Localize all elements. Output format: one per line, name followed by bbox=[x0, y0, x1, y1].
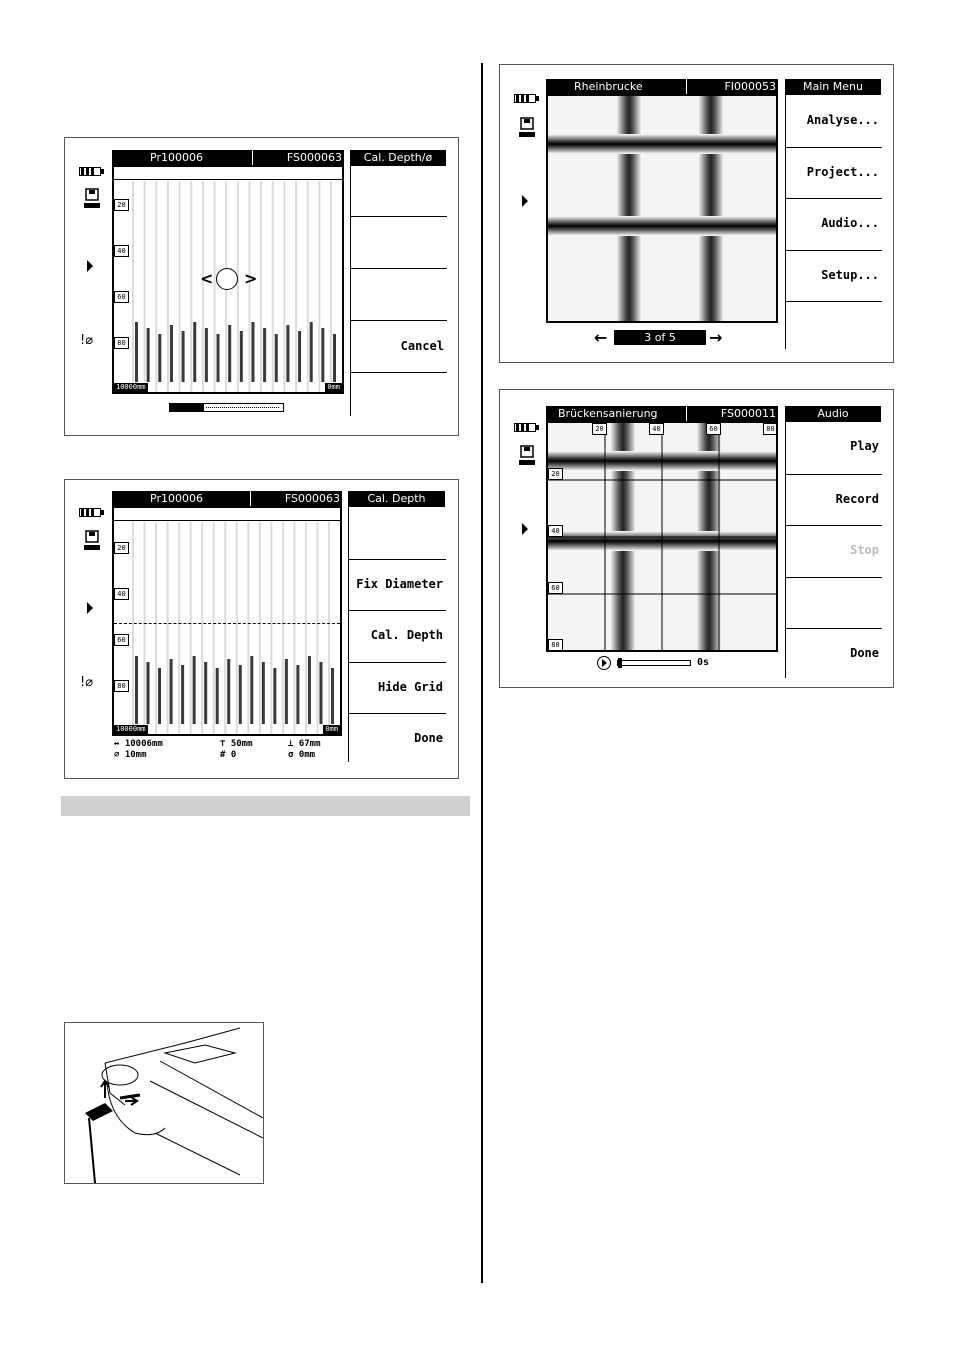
scan-trace bbox=[155, 181, 157, 392]
depth-label: 20 bbox=[114, 542, 129, 554]
scan-trace bbox=[213, 522, 215, 734]
rebar-signal bbox=[331, 668, 334, 724]
scan-trace bbox=[132, 522, 134, 734]
softkey-3[interactable] bbox=[351, 268, 447, 320]
screen-main-menu bbox=[499, 64, 894, 363]
play-arrow-icon[interactable] bbox=[87, 260, 93, 272]
scale-left: 10000mm bbox=[116, 383, 146, 391]
scan-plot[interactable] bbox=[112, 165, 344, 394]
rebar-signal bbox=[308, 656, 311, 724]
top-label: 20 bbox=[592, 423, 607, 435]
scan-trace bbox=[201, 522, 203, 734]
scan-trace bbox=[237, 181, 239, 392]
scan-image[interactable] bbox=[546, 421, 778, 652]
rebar-signal bbox=[147, 328, 150, 382]
rebar-signal bbox=[147, 662, 150, 724]
page-divider bbox=[481, 63, 483, 1283]
rebar-signal bbox=[158, 668, 161, 724]
rebar-signal bbox=[298, 331, 301, 382]
file-name: FS000063 bbox=[286, 151, 342, 164]
device-illustration bbox=[64, 1022, 264, 1184]
save-disk-icon bbox=[518, 117, 536, 139]
rebar-signal bbox=[227, 659, 230, 724]
play-arrow-icon[interactable] bbox=[522, 523, 528, 535]
pager bbox=[594, 329, 728, 347]
depth-label: 60 bbox=[548, 582, 563, 594]
rebar-signal bbox=[170, 659, 173, 724]
cancel-button[interactable]: Cancel bbox=[351, 320, 447, 372]
scan-trace bbox=[318, 181, 320, 392]
scan-trace bbox=[144, 181, 146, 392]
scan-trace bbox=[260, 181, 262, 392]
hide-grid-button[interactable]: Hide Grid bbox=[349, 662, 446, 713]
scan-trace bbox=[293, 522, 295, 734]
scan-trace bbox=[282, 522, 284, 734]
depth-label: 40 bbox=[114, 588, 129, 600]
battery-icon bbox=[79, 167, 105, 176]
rebar-signal bbox=[250, 656, 253, 724]
rebar-signal bbox=[275, 334, 278, 382]
top-label: 60 bbox=[706, 423, 721, 435]
setup-button[interactable]: Setup... bbox=[786, 250, 882, 301]
title-bar bbox=[112, 491, 342, 507]
stat-length: ↔ 10006mm bbox=[114, 739, 163, 749]
project-name: Rheinbrucke bbox=[574, 80, 643, 93]
scan-trace bbox=[167, 181, 169, 392]
rebar-signal bbox=[263, 328, 266, 382]
scan-trace bbox=[167, 522, 169, 734]
scan-trace bbox=[305, 522, 307, 734]
rebar-signal bbox=[181, 665, 184, 724]
page-indicator: 3 of 5 bbox=[614, 330, 706, 345]
softkey-1[interactable] bbox=[351, 166, 447, 216]
audio-button[interactable]: Audio... bbox=[786, 198, 882, 250]
fix-diameter-button[interactable]: Fix Diameter bbox=[349, 559, 446, 610]
stop-button[interactable]: Stop bbox=[786, 525, 882, 577]
stat-offset: σ 0mm bbox=[288, 750, 316, 760]
top-label: 40 bbox=[649, 423, 664, 435]
screen-cal-depth-dia bbox=[64, 137, 459, 436]
rebar-signal bbox=[217, 334, 220, 382]
rebar-signal bbox=[240, 331, 243, 382]
measure-icon[interactable]: !⌀ bbox=[80, 333, 94, 348]
battery-icon bbox=[514, 423, 540, 432]
rebar-signal bbox=[286, 325, 289, 382]
rebar-signal bbox=[296, 665, 299, 724]
rebar-signal bbox=[182, 331, 185, 382]
depth-label: 80 bbox=[114, 337, 129, 349]
scan-trace bbox=[224, 522, 226, 734]
done-button[interactable]: Done bbox=[786, 628, 882, 678]
cursor-right-icon[interactable]: > bbox=[244, 269, 258, 288]
softkey-5[interactable] bbox=[786, 301, 882, 349]
scan-trace bbox=[316, 522, 318, 734]
depth-label: 60 bbox=[114, 291, 129, 303]
scan-plot[interactable] bbox=[112, 506, 342, 736]
audio-play-icon[interactable] bbox=[597, 656, 611, 670]
softkey-1[interactable] bbox=[349, 507, 446, 559]
arrow-right-icon[interactable]: → bbox=[709, 328, 723, 347]
stat-cover: ⊥ 67mm bbox=[288, 739, 321, 749]
rebar-signal bbox=[216, 668, 219, 724]
softkey-4[interactable] bbox=[786, 577, 882, 628]
section-heading-bar bbox=[61, 796, 470, 816]
top-label: 80 bbox=[763, 423, 778, 435]
stat-depth: ⊤ 50mm bbox=[220, 739, 253, 749]
scan-trace bbox=[295, 181, 297, 392]
done-button[interactable]: Done bbox=[349, 713, 446, 762]
rebar-signal bbox=[333, 334, 336, 382]
rebar-signal bbox=[285, 659, 288, 724]
scan-trace bbox=[328, 522, 330, 734]
rebar-signal bbox=[239, 665, 242, 724]
project-name: Pr100006 bbox=[150, 492, 203, 505]
menu-title: Cal. Depth/ø bbox=[350, 150, 446, 166]
scan-trace bbox=[179, 181, 181, 392]
save-disk-icon bbox=[83, 188, 101, 210]
play-arrow-icon[interactable] bbox=[87, 602, 93, 614]
rebar-signal bbox=[135, 656, 138, 724]
scan-trace bbox=[259, 522, 261, 734]
menu-title: Main Menu bbox=[785, 79, 881, 95]
battery-icon bbox=[79, 508, 105, 517]
scan-trace bbox=[272, 181, 274, 392]
progress-fill bbox=[170, 404, 204, 411]
scan-image[interactable] bbox=[546, 94, 778, 323]
scan-trace bbox=[236, 522, 238, 734]
audio-time: 0s bbox=[697, 657, 710, 668]
play-arrow-icon[interactable] bbox=[522, 195, 528, 207]
menu-title: Audio bbox=[785, 406, 881, 422]
file-name: FS000063 bbox=[284, 492, 340, 505]
audio-player bbox=[597, 655, 727, 673]
rebar-signal bbox=[204, 662, 207, 724]
rebar-signal bbox=[321, 328, 324, 382]
scan-trace bbox=[283, 181, 285, 392]
rebar-signal bbox=[251, 322, 254, 382]
scan-trace bbox=[330, 181, 332, 392]
analyse-button[interactable]: Analyse... bbox=[806, 113, 879, 127]
stats-panel bbox=[112, 737, 342, 763]
rebar-signal bbox=[310, 322, 313, 382]
depth-label: 60 bbox=[114, 634, 129, 646]
depth-label: 40 bbox=[114, 245, 129, 257]
arrow-left-icon[interactable]: ← bbox=[594, 328, 608, 347]
depth-label: 20 bbox=[114, 199, 129, 211]
title-bar bbox=[546, 79, 778, 95]
scan-trace bbox=[155, 522, 157, 734]
project-button[interactable]: Project... bbox=[786, 147, 882, 198]
scan-trace bbox=[178, 522, 180, 734]
scan-trace bbox=[247, 522, 249, 734]
rebar-signal bbox=[273, 668, 276, 724]
softkey-5[interactable] bbox=[351, 372, 447, 416]
rebar-signal bbox=[170, 325, 173, 382]
stat-count: # 0 bbox=[220, 750, 237, 760]
title-bar bbox=[546, 406, 778, 422]
depth-label: 40 bbox=[548, 525, 563, 537]
scale-left: 10000mm bbox=[116, 725, 146, 733]
rebar-signal bbox=[205, 328, 208, 382]
depth-label: 80 bbox=[548, 639, 563, 651]
file-name: FS000011 bbox=[720, 407, 776, 420]
softkey-menu bbox=[350, 166, 447, 416]
scan-trace bbox=[190, 522, 192, 734]
measure-icon[interactable]: !⌀ bbox=[80, 675, 94, 690]
progress-bar bbox=[169, 403, 284, 412]
rebar-signal bbox=[135, 322, 138, 382]
depth-label: 80 bbox=[114, 680, 129, 692]
project-name: Brückensanierung bbox=[558, 407, 658, 420]
scan-trace bbox=[307, 181, 309, 392]
scale-right: 0mm bbox=[327, 383, 340, 391]
scan-trace bbox=[270, 522, 272, 734]
softkey-menu bbox=[785, 422, 882, 678]
record-button[interactable]: Record bbox=[786, 474, 882, 525]
cursor-left-icon[interactable]: < bbox=[200, 269, 214, 288]
target-circle-icon[interactable] bbox=[216, 268, 238, 290]
project-name: Pr100006 bbox=[150, 151, 203, 164]
title-bar bbox=[112, 150, 344, 166]
screen-audio-menu bbox=[499, 389, 894, 688]
scan-trace bbox=[214, 181, 216, 392]
rebar-signal bbox=[228, 325, 231, 382]
stat-diameter: ⌀ 10mm bbox=[114, 750, 147, 760]
play-button[interactable]: Play bbox=[850, 439, 879, 453]
softkey-2[interactable] bbox=[351, 216, 447, 268]
rebar-signal bbox=[158, 334, 161, 382]
screen-cal-depth bbox=[64, 479, 459, 779]
depth-label: 20 bbox=[548, 468, 563, 480]
save-disk-icon bbox=[83, 530, 101, 552]
rebar-signal bbox=[193, 322, 196, 382]
scan-trace bbox=[144, 522, 146, 734]
audio-progress-track[interactable] bbox=[617, 660, 691, 666]
cal-depth-button[interactable]: Cal. Depth bbox=[349, 610, 446, 662]
menu-title: Cal. Depth bbox=[348, 491, 445, 507]
softkey-menu bbox=[785, 95, 882, 349]
softkey-menu bbox=[348, 507, 446, 762]
rebar-signal bbox=[262, 662, 265, 724]
battery-icon bbox=[514, 94, 540, 103]
save-disk-icon bbox=[518, 445, 536, 467]
scan-trace bbox=[132, 181, 134, 392]
scale-right: 0mm bbox=[325, 725, 338, 733]
audio-progress-knob[interactable] bbox=[618, 658, 622, 668]
rebar-signal bbox=[193, 656, 196, 724]
file-name: FI000053 bbox=[724, 80, 776, 93]
scan-trace bbox=[190, 181, 192, 392]
rebar-signal bbox=[319, 662, 322, 724]
